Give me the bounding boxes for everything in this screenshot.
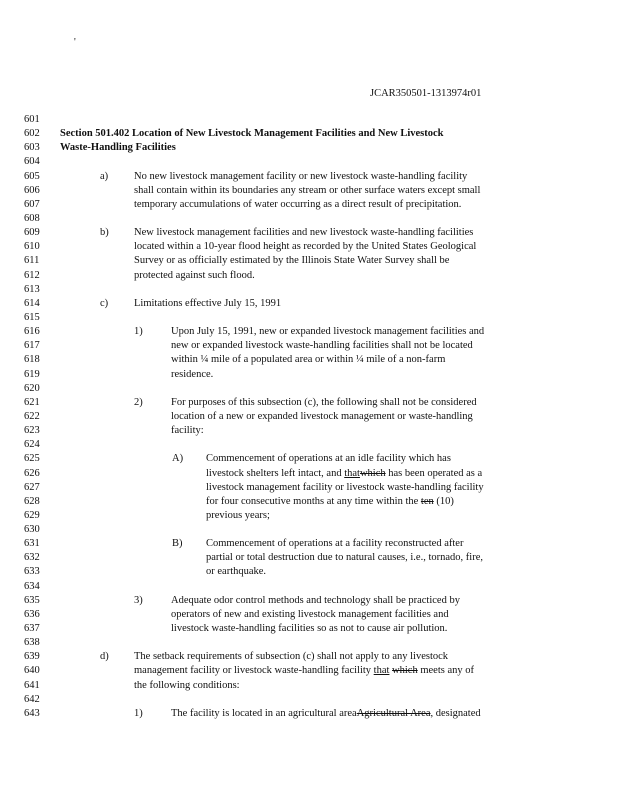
line-number: 610 bbox=[24, 241, 40, 253]
text-line bbox=[0, 198, 618, 212]
text-run: facility: bbox=[171, 425, 204, 437]
inserted-text: that bbox=[373, 665, 390, 677]
line-text bbox=[206, 467, 482, 481]
text-line bbox=[0, 283, 618, 297]
text-line bbox=[0, 594, 618, 608]
text-line bbox=[0, 636, 618, 650]
text-run: livestock shelters left intact, and bbox=[206, 467, 345, 479]
text-line bbox=[0, 113, 618, 127]
line-number: 637 bbox=[24, 623, 40, 635]
line-number: 611 bbox=[24, 255, 40, 267]
line-number: 604 bbox=[24, 156, 40, 168]
line-text bbox=[171, 368, 213, 382]
line-number: 613 bbox=[24, 283, 40, 295]
subsection-label: 1) bbox=[134, 707, 143, 719]
text-run: temporary accumulations of water occurring as a direct result of precipitation. bbox=[134, 198, 462, 210]
text-run: or earthquake. bbox=[206, 566, 267, 578]
text-run: livestock waste-handling facilities so as not to cause air pollution. bbox=[171, 623, 448, 635]
text-line bbox=[0, 297, 618, 311]
text-line bbox=[0, 523, 618, 537]
line-number: 631 bbox=[24, 538, 40, 550]
line-number: 609 bbox=[24, 227, 40, 239]
line-number: 612 bbox=[24, 269, 40, 281]
line-text bbox=[134, 184, 480, 198]
line-text bbox=[134, 240, 476, 254]
text-run: previous years; bbox=[206, 509, 270, 521]
line-number: 640 bbox=[24, 665, 40, 677]
struck-text: which bbox=[392, 665, 418, 677]
line-text bbox=[171, 622, 447, 636]
text-line bbox=[0, 325, 618, 339]
text-line bbox=[0, 226, 618, 240]
line-number: 619 bbox=[24, 368, 40, 380]
struck-text: which bbox=[359, 467, 386, 479]
text-line bbox=[0, 551, 618, 565]
text-run: operators of new and existing livestock management facilities and bbox=[171, 608, 449, 620]
text-run: located within a 10-year flood height as recorded by the United States Geological bbox=[134, 241, 477, 253]
line-number: 623 bbox=[24, 425, 40, 437]
struck-text: Agricultural Area bbox=[356, 707, 431, 719]
section-heading: Waste-Handling Facilities bbox=[60, 142, 176, 154]
line-number: 633 bbox=[24, 566, 40, 578]
text-run: new or expanded livestock waste-handling facilities shall not be located bbox=[171, 340, 473, 352]
section-heading: Section 501.402 Location of New Livestock Management Facilities and New Livestock bbox=[60, 128, 444, 140]
text-line bbox=[0, 240, 618, 254]
line-number: 620 bbox=[24, 382, 40, 394]
text-run: Survey or as officially estimated by the Illinois State Water Survey shall be bbox=[134, 255, 450, 267]
line-text bbox=[134, 664, 474, 678]
text-line bbox=[0, 410, 618, 424]
text-run: New livestock management facilities and new livestock waste-handling facilities bbox=[134, 227, 474, 239]
line-text bbox=[134, 679, 240, 693]
text-line bbox=[0, 707, 618, 721]
scan-speck: ' bbox=[74, 37, 76, 48]
text-run: No new livestock management facility or new livestock waste-handling facility bbox=[134, 170, 468, 182]
line-text bbox=[206, 495, 454, 509]
subsection-label: d) bbox=[100, 651, 109, 663]
line-number: 636 bbox=[24, 608, 40, 620]
line-number: 602 bbox=[24, 128, 40, 140]
line-text bbox=[171, 353, 445, 367]
line-text bbox=[171, 339, 473, 353]
line-number: 603 bbox=[24, 142, 40, 154]
text-run: location of a new or expanded livestock management or waste-handling bbox=[171, 410, 473, 422]
line-number: 614 bbox=[24, 297, 40, 309]
line-number: 643 bbox=[24, 707, 40, 719]
line-number: 618 bbox=[24, 354, 40, 366]
text-run: livestock management facility or livestock waste-handling facility bbox=[206, 481, 484, 493]
text-run: shall contain within its boundaries any stream or other surface waters except small bbox=[134, 184, 481, 196]
text-line bbox=[0, 353, 618, 367]
line-number: 607 bbox=[24, 198, 40, 210]
text-line bbox=[0, 537, 618, 551]
text-line bbox=[0, 467, 618, 481]
line-number: 632 bbox=[24, 552, 40, 564]
text-line bbox=[0, 339, 618, 353]
line-number: 625 bbox=[24, 453, 40, 465]
text-line bbox=[0, 269, 618, 283]
line-number: 605 bbox=[24, 170, 40, 182]
text-run: for four consecutive months at any time within the bbox=[206, 495, 421, 507]
text-run: For purposes of this subsection (c), the following shall not be considered bbox=[171, 396, 477, 408]
struck-text: ten bbox=[420, 495, 434, 507]
line-number: 621 bbox=[24, 396, 40, 408]
line-number: 624 bbox=[24, 439, 40, 451]
text-line bbox=[0, 368, 618, 382]
text-line bbox=[0, 679, 618, 693]
text-line bbox=[0, 495, 618, 509]
line-text bbox=[206, 509, 270, 523]
subsection-label: A) bbox=[172, 453, 184, 465]
line-text bbox=[134, 226, 473, 240]
document-header: JCAR350501-1313974r01 bbox=[370, 88, 482, 99]
line-text bbox=[171, 410, 473, 424]
text-run: The facility is located in an agricultural area bbox=[171, 707, 357, 719]
text-run: management facility or livestock waste-handling facility bbox=[134, 665, 374, 677]
text-run: The setback requirements of subsection (c) shall not apply to any livestock bbox=[134, 651, 449, 663]
text-run: (10) bbox=[433, 495, 454, 507]
text-line bbox=[0, 664, 618, 678]
line-number: 641 bbox=[24, 679, 40, 691]
text-run: Commencement of operations at an idle facility which has bbox=[206, 453, 451, 465]
text-line bbox=[0, 622, 618, 636]
text-line bbox=[0, 127, 618, 141]
text-run: within ¼ mile of a populated area or within ¼ mile of a non-farm bbox=[171, 354, 446, 366]
subsection-label: 2) bbox=[134, 396, 143, 408]
line-text bbox=[206, 565, 266, 579]
subsection-label: B) bbox=[172, 538, 183, 550]
text-line bbox=[0, 608, 618, 622]
line-number: 630 bbox=[24, 524, 40, 536]
subsection-label: 3) bbox=[134, 594, 143, 606]
text-line bbox=[0, 212, 618, 226]
text-line bbox=[0, 452, 618, 466]
text-line bbox=[0, 693, 618, 707]
line-number: 634 bbox=[24, 580, 40, 592]
line-text bbox=[134, 269, 255, 283]
line-number: 606 bbox=[24, 184, 40, 196]
text-line bbox=[0, 382, 618, 396]
text-run: protected against such flood. bbox=[134, 269, 255, 281]
line-text bbox=[60, 141, 176, 155]
line-text bbox=[134, 297, 281, 311]
subsection-label: b) bbox=[100, 227, 109, 239]
text-run: partial or total destruction due to natural causes, i.e., tornado, fire, bbox=[206, 552, 483, 564]
line-text bbox=[206, 537, 463, 551]
line-text bbox=[206, 452, 451, 466]
subsection-label: 1) bbox=[134, 326, 143, 338]
line-text bbox=[134, 254, 449, 268]
line-number: 635 bbox=[24, 594, 40, 606]
line-number: 617 bbox=[24, 340, 40, 352]
line-text bbox=[134, 198, 461, 212]
text-line bbox=[0, 254, 618, 268]
text-line bbox=[0, 424, 618, 438]
line-number: 622 bbox=[24, 410, 40, 422]
text-run: residence. bbox=[171, 368, 214, 380]
text-line bbox=[0, 141, 618, 155]
text-line bbox=[0, 170, 618, 184]
line-number: 608 bbox=[24, 212, 40, 224]
text-run: Upon July 15, 1991, new or expanded livestock management facilities and bbox=[171, 326, 485, 338]
line-number: 629 bbox=[24, 509, 40, 521]
text-run: Commencement of operations at a facility reconstructed after bbox=[206, 538, 464, 550]
text-line bbox=[0, 481, 618, 495]
text-run: Limitations effective July 15, 1991 bbox=[134, 297, 282, 309]
text-line bbox=[0, 650, 618, 664]
text-line bbox=[0, 438, 618, 452]
line-text bbox=[171, 608, 449, 622]
line-text bbox=[171, 424, 204, 438]
text-line bbox=[0, 580, 618, 594]
line-number: 616 bbox=[24, 326, 40, 338]
line-text bbox=[134, 170, 467, 184]
line-text bbox=[171, 325, 484, 339]
line-number: 615 bbox=[24, 311, 40, 323]
line-number: 638 bbox=[24, 637, 40, 649]
line-number: 642 bbox=[24, 693, 40, 705]
line-text bbox=[171, 594, 460, 608]
text-line bbox=[0, 184, 618, 198]
line-text bbox=[171, 396, 477, 410]
line-number: 626 bbox=[24, 467, 40, 479]
inserted-text: that bbox=[344, 467, 360, 479]
line-number: 628 bbox=[24, 495, 40, 507]
text-line bbox=[0, 565, 618, 579]
text-run: , designated bbox=[430, 707, 481, 719]
line-text bbox=[206, 551, 483, 565]
text-run: Adequate odor control methods and technology shall be practiced by bbox=[171, 594, 460, 606]
line-text bbox=[171, 707, 481, 721]
text-line bbox=[0, 396, 618, 410]
line-text bbox=[134, 650, 448, 664]
text-run: has been operated as a bbox=[385, 467, 483, 479]
line-number: 627 bbox=[24, 481, 40, 493]
subsection-label: c) bbox=[100, 297, 109, 309]
text-line bbox=[0, 311, 618, 325]
text-line bbox=[0, 155, 618, 169]
subsection-label: a) bbox=[100, 170, 109, 182]
line-text bbox=[206, 481, 484, 495]
text-line bbox=[0, 509, 618, 523]
text-run: the following conditions: bbox=[134, 679, 240, 691]
line-number: 639 bbox=[24, 651, 40, 663]
text-run: meets any of bbox=[417, 665, 474, 677]
line-number: 601 bbox=[24, 114, 40, 125]
line-text bbox=[60, 127, 444, 141]
